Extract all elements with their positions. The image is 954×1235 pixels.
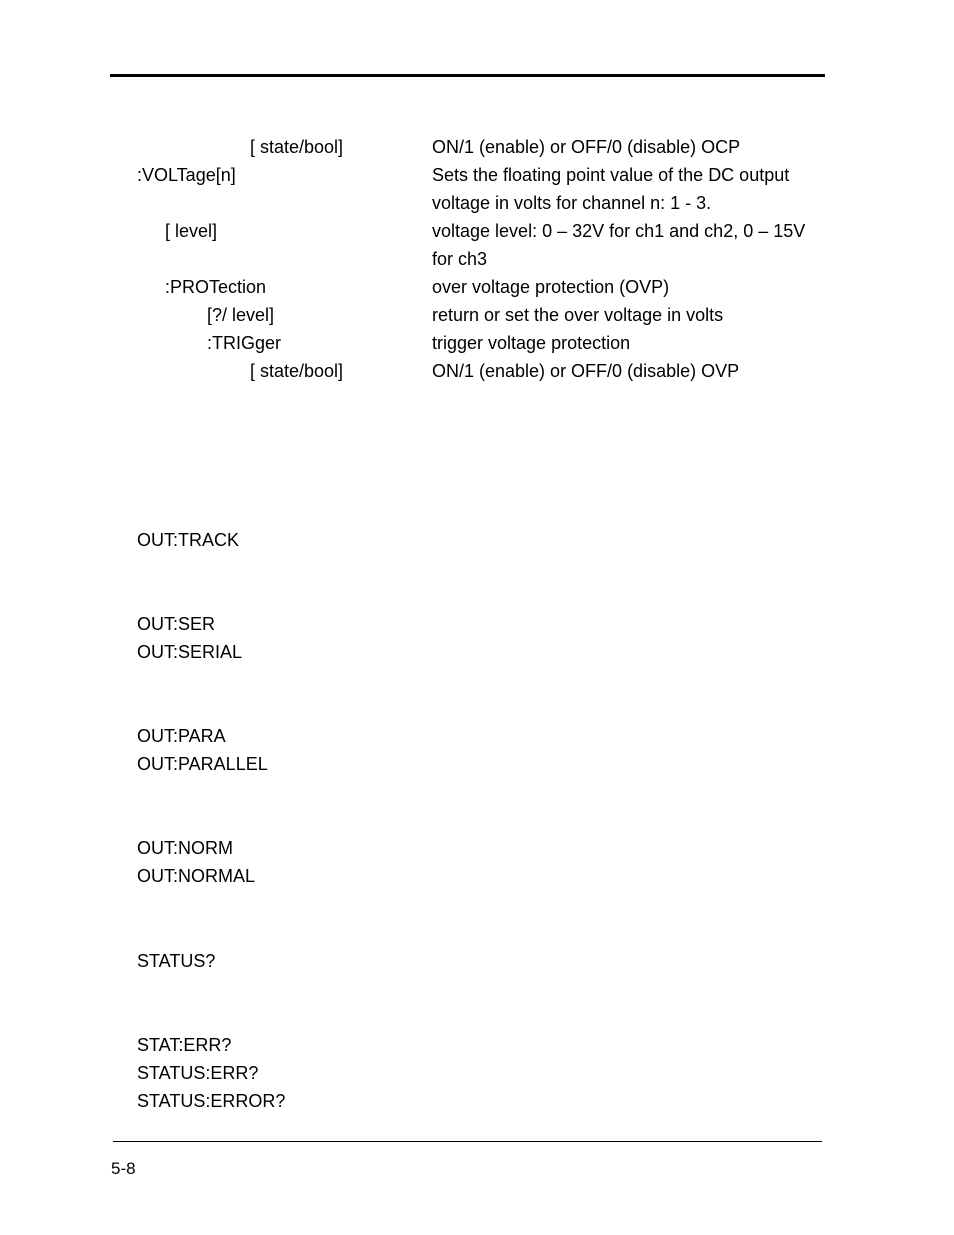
level-param: [ level] [165, 221, 218, 241]
example-status-error: STATUS:ERROR? [137, 1091, 286, 1111]
voltage-description-line-2: voltage in volts for channel n: 1 - 3. [432, 193, 712, 213]
header-rule [110, 74, 825, 77]
trigger-description: trigger voltage protection [432, 333, 631, 353]
example-out-norm: OUT:NORM [137, 838, 233, 858]
example-stat-err: STAT:ERR? [137, 1035, 232, 1055]
ocp-state-description: ON/1 (enable) or OFF/0 (disable) OCP [432, 137, 741, 157]
voltage-command: :VOLTage[n] [137, 165, 236, 185]
page-number: 5-8 [111, 1159, 136, 1178]
ovp-state-description: ON/1 (enable) or OFF/0 (disable) OVP [432, 361, 740, 381]
example-out-serial: OUT:SERIAL [137, 642, 243, 662]
example-out-para: OUT:PARA [137, 726, 226, 746]
footer-rule [113, 1141, 822, 1142]
protection-command: :PROTection [165, 277, 267, 297]
ovp-state-param: [ state/bool] [250, 361, 344, 381]
example-out-parallel: OUT:PARALLEL [137, 754, 268, 774]
example-status: STATUS? [137, 951, 216, 971]
level-description-line-1: voltage level: 0 – 32V for ch1 and ch2, 0 – 15V [432, 221, 806, 241]
voltage-description-line-1: Sets the floating point value of the DC output [432, 165, 790, 185]
ovp-level-description: return or set the over voltage in volts [432, 305, 724, 325]
protection-description: over voltage protection (OVP) [432, 277, 670, 297]
ovp-level-param: [?/ level] [207, 305, 275, 325]
ocp-state-param: [ state/bool] [250, 137, 344, 157]
example-out-ser: OUT:SER [137, 614, 216, 634]
example-out-normal: OUT:NORMAL [137, 866, 256, 886]
example-status-err: STATUS:ERR? [137, 1063, 259, 1083]
trigger-command: :TRIGger [207, 333, 282, 353]
example-out-track: OUT:TRACK [137, 530, 240, 550]
level-description-line-2: for ch3 [432, 249, 488, 269]
